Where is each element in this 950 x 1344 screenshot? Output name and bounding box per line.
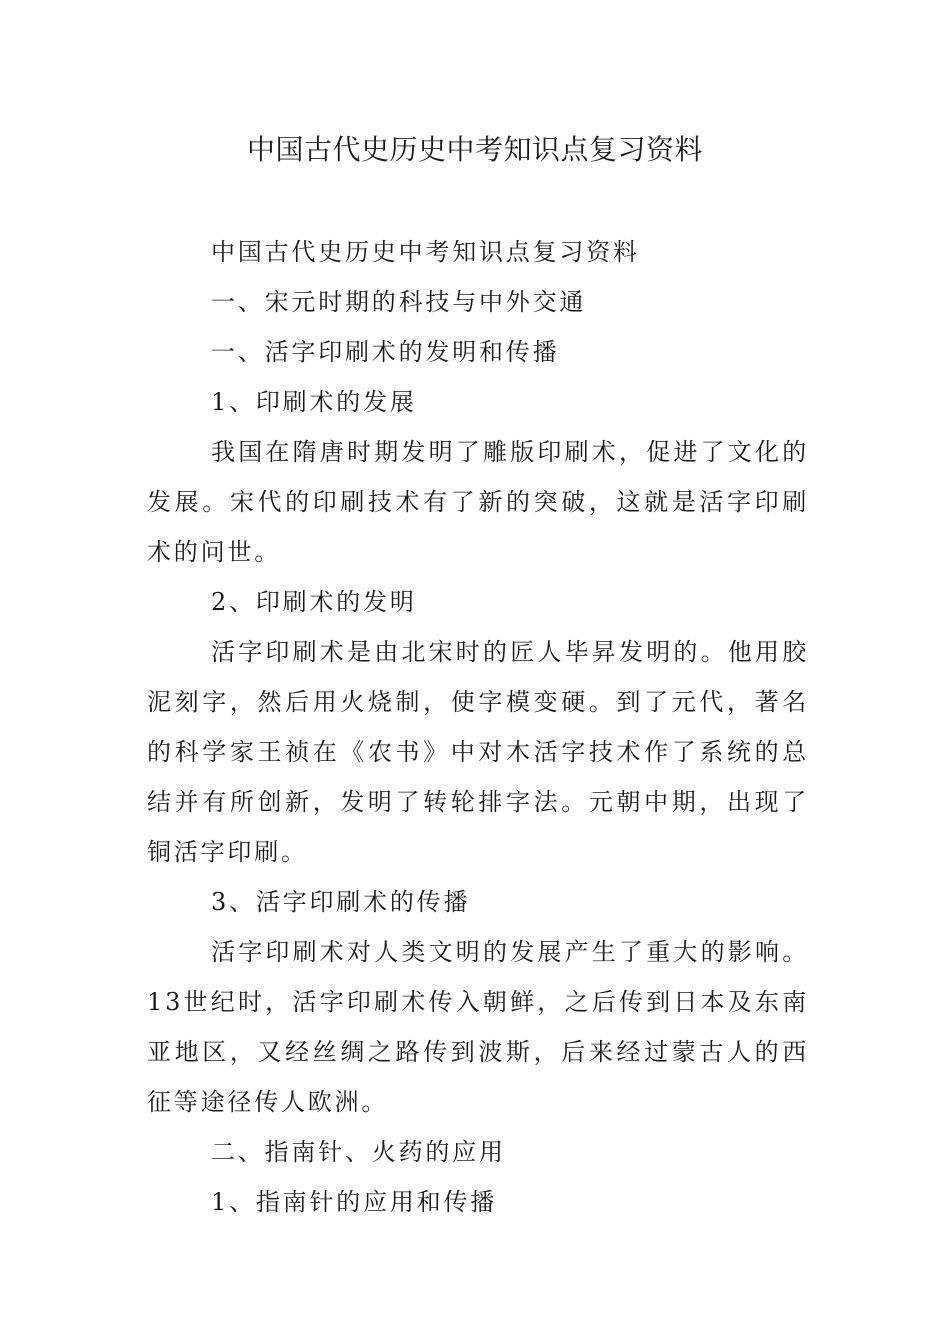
document-title: 中国古代史历史中考知识点复习资料 <box>246 133 703 166</box>
document-body <box>147 227 809 1227</box>
subsection-heading: 二、指南针、火药的应用 <box>211 1138 506 1166</box>
section-heading: 一、宋元时期的科技与中外交通 <box>211 288 587 316</box>
body-paragraph: 活字印刷术对人类文明的发展产生了重大的影响。13世纪时，活字印刷术传入朝鲜，之后传到日本及东南亚地区，又经丝绸之路传到波斯，后来经过蒙古人的西征等途径传人欧洲。 <box>147 938 809 1116</box>
item-heading: 2、印刷术的发明 <box>211 588 417 616</box>
item-heading: 3、活字印刷术的传播 <box>211 888 471 916</box>
body-paragraph: 我国在隋唐时期发明了雕版印刷术，促进了文化的发展。宋代的印刷技术有了新的突破，这就是活字印刷术的问世。 <box>147 438 809 566</box>
body-paragraph: 活字印刷术是由北宋时的匠人毕昇发明的。他用胶泥刻字，然后用火烧制，使字模变硬。到了元代，著名的科学家王祯在《农书》中对木活字技术作了系统的总结并有所创新，发明了转轮排字法。元朝中期，出现了铜活字印刷。 <box>147 638 809 866</box>
item-heading: 1、指南针的应用和传播 <box>211 1188 498 1216</box>
intro-paragraph: 中国古代史历史中考知识点复习资料 <box>211 238 640 266</box>
item-heading: 1、印刷术的发展 <box>211 388 417 416</box>
subsection-heading: 一、活字印刷术的发明和传播 <box>211 338 560 366</box>
